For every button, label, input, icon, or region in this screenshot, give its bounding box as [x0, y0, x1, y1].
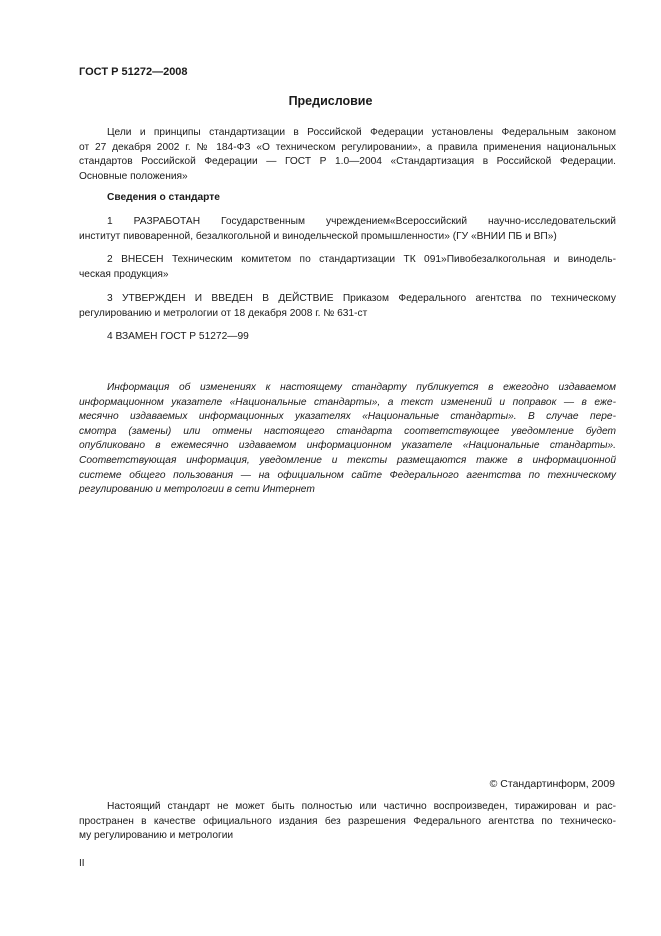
notice-line: смотра (замены) или отмены настоящего стандарта соответствующее уведомление будет [79, 425, 616, 437]
standard-item-2 [79, 253, 616, 282]
page-number: II [79, 858, 85, 869]
intro-line: стандартов Российской Федерации — ГОСТ Р 1.0—2004 «Стандартизация в Российской Федерации. [79, 156, 616, 168]
standard-item-4 [79, 330, 616, 345]
page-title: Предисловие [288, 94, 373, 108]
notice-line: информационном указателе «Национальные стандарты», а текст изменений и поправок — в еже- [79, 396, 616, 408]
item-line: 3 УТВЕРЖДЕН И ВВЕДЕН В ДЕЙСТВИЕ Приказом Федерального агентства по техническому [107, 293, 616, 304]
item-line: регулированию и метрологии от 18 декабря 2008 г. № 631-ст [79, 307, 368, 319]
intro-line: Основные положения» [79, 170, 188, 182]
standard-item-1 [79, 215, 616, 244]
notice-line: Соответствующая информация, уведомление и тексты размещаются также в информационной [79, 454, 616, 466]
reproduction-line: пространен в качестве официального издания без разрешения Федерального агентства по техническо- [79, 815, 616, 827]
reproduction-notice [79, 800, 616, 844]
notice-block [79, 381, 616, 498]
standard-item-3 [79, 292, 616, 321]
section-heading: Сведения о стандарте [107, 192, 220, 203]
reproduction-line: му регулированию и метрологии [79, 830, 234, 842]
item-line: 4 ВЗАМЕН ГОСТ Р 51272—99 [107, 331, 249, 342]
item-line: ческая продукция» [79, 268, 169, 280]
item-line: 2 ВНЕСЕН Техническим комитетом по стандартизации ТК 091»Пивобезалкогольная и винодель- [107, 254, 616, 265]
notice-line: системе общего пользования — на официальном сайте Федерального агентства по техническому [79, 469, 616, 481]
notice-line: Информация об изменениях к настоящему стандарту публикуется в ежегодно издаваемом [107, 382, 616, 393]
reproduction-line: Настоящий стандарт не может быть полностью или частично воспроизведен, тиражирован и рас- [107, 801, 616, 812]
intro-line: от 27 декабря 2002 г. № 184-ФЗ «О техническом регулировании», а правила применения национальных [79, 141, 616, 153]
notice-line: регулированию и метрологии в сети Интернет [79, 484, 315, 496]
notice-line: опубликовано в ежемесячно издаваемом информационном указателе «Национальные стандарты». [79, 440, 616, 452]
foreword-intro [79, 126, 616, 184]
document-header: ГОСТ Р 51272—2008 [79, 66, 188, 78]
item-line: 1 РАЗРАБОТАН Государственным учреждением«Всероссийский научно-исследовательский [107, 216, 616, 227]
intro-line: Цели и принципы стандартизации в Российской Федерации установлены Федеральным законом [107, 127, 616, 138]
item-line: институт пивоваренной, безалкогольной и винодельческой промышленности» (ГУ «ВНИИ ПБ и ВП») [79, 230, 557, 242]
notice-line: месячно издаваемых информационных указателях «Национальные стандарты». В случае пере- [79, 411, 616, 423]
copyright: © Стандартинформ, 2009 [489, 778, 615, 790]
